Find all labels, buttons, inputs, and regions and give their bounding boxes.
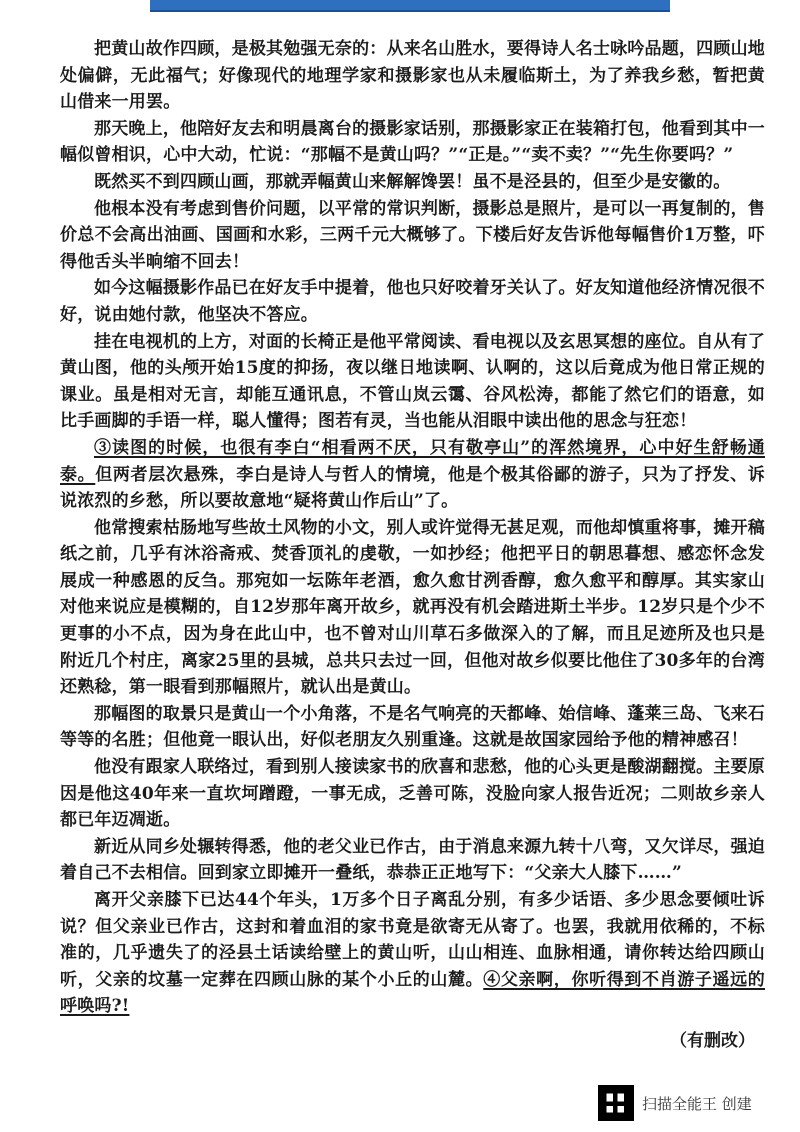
paragraph-1: 把黄山故作四顾，是极其勉强无奈的：从来名山胜水，要得诗人名士咏吟品题，四顾山地处偏僻，无此福气；好像现代的地理学家和摄影家也从未履临斯土，为了养我乡愁，暂把黄山借来一用罢。 [60, 39, 765, 113]
document-body [60, 36, 765, 1051]
paragraph-2: 那天晚上，他陪好友去和明晨离台的摄影家话别，那摄影家正在装箱打包，他看到其中一幅似曾相识，心中大动，忙说：“那幅不是黄山吗？”“正是。”“卖不卖？”“先生你要吗？” [60, 118, 765, 166]
paragraph-10: 他没有跟家人联络过，看到别人接读家书的欣喜和悲愁，他的心头更是酸湖翻搅。主要原因是他这40年来一直坎坷蹭蹬，一事无成，乏善可陈，没脸向家人报告近况；二则故乡亲人都已年迈凋逝。 [60, 757, 765, 831]
underlined-sentence-3: ③读图的时候，也很有李白“相看两不厌，只有敬亭山”的浑然境界，心中好生舒畅通泰。 [60, 437, 765, 485]
paragraph-11: 新近从同乡处辗转得悉，他的老父业已作古，由于消息来源九转十八弯，又欠详尽，强迫着自己不去相信。回到家立即摊开一叠纸，恭恭正正地写下：“父亲大人膝下……” [60, 836, 765, 884]
paragraph-6: 挂在电视机的上方，对面的长椅正是他平常阅读、看电视以及玄思冥想的座位。自从有了黄山图，他的头颅开始15度的抑扬，夜以继日地读啊、认啊的，这以后竟成为他日常正规的课业。虽是相对无言，却能互通讯息，不管山岚云霭、谷风松涛，都能了然它们的语意，如比手画脚的手语一样，聪人懂得；图若有灵，当也能从泪眼中读出他的思念与狂恋！ [60, 331, 765, 432]
qr-code-icon [598, 1085, 634, 1121]
scan-top-edge [150, 0, 670, 12]
underlined-sentence-4: ④父亲啊，你听得到不肖游子遥远的呼唤吗?! [60, 969, 765, 1017]
scanner-watermark [598, 1083, 788, 1123]
paragraph-8: 他常搜索枯肠地写些故土风物的小文，别人或许觉得无甚足观，而他却慎重将事，摊开稿纸之前，几乎有沐浴斋戒、焚香顶礼的虔敬，一如抄经；他把平日的朝思暮想、感恋怀念发展成一种感恩的反刍。那宛如一坛陈年老酒，愈久愈甘洌香醇，愈久愈平和醇厚。其实家山对他来说应是模糊的，自12岁那年离开故乡，就再没有机会踏进斯土半步。12岁只是个少不更事的小不点，因为身在此山中，也不曾对山川草石多做深入的了解，而且足迹所及也只是附近几个村庄，离家25里的县城，总共只去过一回，但他对故乡似要比他住了30多年的台湾还熟稔，第一眼看到那幅照片，就认出是黄山。 [60, 517, 765, 698]
paragraph-3: 既然买不到四顾山画，那就弄幅黄山来解解馋罢！虽不是泾县的，但至少是安徽的。 [94, 171, 731, 192]
source-note: （有删改） [670, 1030, 755, 1051]
paragraph-5: 如今这幅摄影作品已在好友手中提着，他也只好咬着牙关认了。好友知道他经济情况很不好，说由她付款，他坚决不答应。 [60, 278, 765, 325]
paragraph-4: 他根本没有考虑到售价问题，以平常的常识判断，摄影总是照片，是可以一再复制的，售价总不会高出油画、国画和水彩，三两千元大概够了。下楼后好友告诉他每幅售价1万整，吓得他舌头半晌缩不回去！ [60, 198, 765, 272]
paragraph-9: 那幅图的取景只是黄山一个小角落，不是名气响亮的天都峰、始信峰、蓬莱三岛、飞来石等等的名胜；但他竟一眼认出，好似老朋友久别重逢。这就是故国家园给予他的精神感召！ [60, 703, 765, 751]
paragraph-12: 离开父亲膝下已达44个年头，1万多个日子离乱分别，有多少话语、多少思念要倾吐诉说？但父亲业已作古，这封和着血泪的家书竟是欲寄无从寄了。也罢，我就用依稀的，不标准的，几乎遗失了的泾县土话读给壁上的黄山听，山山相连、血脉相通，请你转达给四顾山听，父亲的坟墓一定葬在四顾山脉的某个小丘的山麓。④父亲啊，你听得到不肖游子遥远的呼唤吗?! [60, 890, 765, 1017]
paragraph-7: ③读图的时候，也很有李白“相看两不厌，只有敬亭山”的浑然境界，心中好生舒畅通泰。但两者层次悬殊，李白是诗人与哲人的情境，他是个极其俗鄙的游子，只为了抒发、诉说浓烈的乡愁，所以要故意地“疑将黄山作后山”了。 [60, 437, 765, 512]
scanner-brand-text: 扫描全能王 创建 [642, 1094, 752, 1113]
